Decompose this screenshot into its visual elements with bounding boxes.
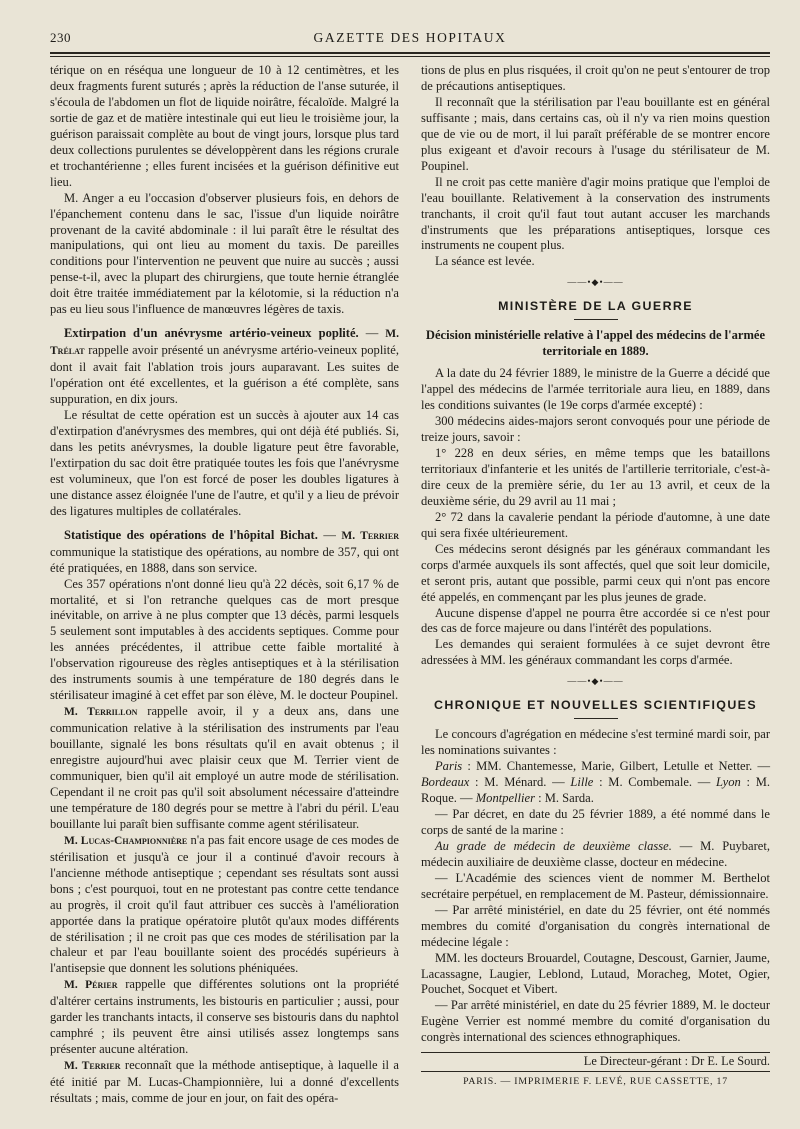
paragraph: Ces médecins seront désignés par les généraux commandant les corps d'armée auxquels ils sont affectés, quel que soit leur domicile, et seront pris, autant que possible, parmi ceux qui n'ont pas encore été appelés, en commençant par les plus jeunes de grade. [421, 541, 770, 604]
paragraph: — Par décret, en date du 25 février 1889, a été nommé dans le corps de santé de la marine : [421, 806, 770, 837]
paragraph: Le concours d'agrégation en médecine s'est terminé mardi soir, par les nominations suivantes : [421, 727, 770, 758]
section-heading: MINISTÈRE DE LA GUERRE [498, 299, 693, 314]
paragraph: A la date du 24 février 1889, le ministre de la Guerre a décidé que l'appel des médecins de l'armée territoriale aura lieu, en 1889, dans les conditions suivantes (le 19e corps d'armée excepté) : [421, 366, 770, 413]
paragraph: — L'Académie des sciences vient de nommer M. Berthelot secrétaire perpétuel, en remplacement de M. Pasteur, démissionnaire. [421, 870, 770, 901]
paragraph: Il reconnaît que la stérilisation par l'eau bouillante est en général suffisante ; mais, dans certains cas, où il n'y va rien moins question que de vie ou de mort, il lui paraît préférable de se montrer encore plus exigeant et d'avoir recours à l'usage du stérilisateur de M. Poupinel. [421, 94, 770, 173]
paragraph: Extirpation d'un anévrysme artério-veineux poplité. — M. Trélat rappelle avoir présenté un anévrysme artério-veineux poplité, dont il avait fait l'ablation trois jours auparavant. Les suites de l'opération ont été excellentes, et la guérison a été complète, sans suppuration, en dix jours. [50, 326, 400, 407]
paragraph: M. Lucas-Championnière n'a pas fait encore usage de ces modes de stérilisation et jusqu'à ce jour il a continué d'avoir recours à l'ancienne méthode antiseptique ; cependant ses résultats sont aussi bons ; c'est pourquoi, tout en ne protestant pas contre cette tendance au progrès, il croit qu'il faut attribuer ces succès à l'amélioration apportée dans la pratique opératoire plutôt qu'aux modes différents de stérilisation ; il ne croit pas que ces modes de stérilisation par la chaleur et par l'eau bouillante soient des procédés supérieurs à l'antisepsie que donnent les solutions phéniquées. [50, 832, 399, 976]
speaker-name: M. Périer [64, 979, 118, 992]
paragraph: M. Anger a eu l'occasion d'observer plusieurs fois, en dehors de l'épanchement contenu dans le sac, l'issue d'un liquide noirâtre provenant de la cavité abdominale : il lui paraît être le résultat des manipulations, qui ont lieu au moment du taxis. De pareilles conditions pour l'intervention ne peuvent que nuire au succès ; aussi pense-t-il, avec la plupart des chirurgiens, que toute hernie étranglée doit être traitée immédiatement par la kélotomie, si la réduction n'a pas eu lieu sous l'influence de manœuvres légères de taxis. [50, 190, 399, 317]
divider [574, 319, 618, 320]
paragraph: MM. les docteurs Brouardel, Coutagne, Descoust, Garnier, Jaume, Lacassagne, Laugier, Leblond, Lutaud, Moracheg, Motet, Ogier, Pouchet, Socquet et Vibert. [421, 950, 770, 997]
paragraph: M. Périer rappelle que différentes solutions ont la propriété d'altérer certains instruments, les bistouris en particulier ; aussi, pour garder les tranchants intacts, il conserve ses bistouris dans du naphtol camphré ; ils peuvent être ainsi utilisés assez longtemps sans présenter aucune altération. [50, 977, 399, 1057]
section-ornament: ——•◆•—— [567, 277, 624, 288]
subsection-heading: Décision ministérielle relative à l'appel des médecins de l'armée territoriale en 1889. [425, 328, 766, 359]
paragraph: Les demandes qui seraient formulées à ce sujet devront être adressées à MM. les généraux commandant les corps d'armée. [421, 637, 770, 668]
speaker-name: M. Terrillon [64, 706, 138, 719]
paragraph: M. Terrillon rappelle avoir, il y a deux ans, dans une communication relative à la stérilisation des instruments par l'eau bouillante, signalé les bons résultats qu'il en avait obtenus ; il enregistre aujourd'hui avec plaisir ceux que M. Terrier vient de communiquer, bien qu'il ait employé un autre mode de stérilisation. Cependant il ne croit pas qu'il soit absolument nécessaire d'atteindre une température de 180 degrés pour se mettre à l'abri du péril. L'eau bouillante lui paraît bien suffisante comme agent stérilisateur. [50, 704, 399, 831]
paragraph: Paris : MM. Chantemesse, Marie, Gilbert, Letulle et Netter. — Bordeaux : M. Ménard. — Lille : M. Combemale. — Lyon : M. Roque. — Montpellier : M. Sarda. [421, 759, 770, 806]
paragraph: Le résultat de cette opération est un succès à ajouter aux 14 cas d'extirpation d'anévrysmes des membres, qui ont déjà été publiés. Si, dans les petits anévrysmes, la double ligature peut être favorable, l'extirpation du sac doit être pratiquée toutes les fois que l'anévrysme est volumineux, que l'on est forcé de poser les doubles ligatures à une distance assez éloignée l'une de l'autre, et qu'il y a lieu de prévoir des ligatures multiples de collatérales. [50, 408, 399, 518]
article-title: Statistique des opérations de l'hôpital Bichat. [64, 527, 318, 542]
speaker-name: M. Trélat [50, 328, 400, 358]
article-title: Extirpation d'un anévrysme artério-veineux poplité. [64, 326, 359, 341]
paragraph: Il ne croit pas cette manière d'agir moins pratique que l'emploi de l'eau bouillante. Relativement à la conservation des instruments tranchants, il croit qu'il faut tout autant accuser les marchands d'instruments que les préparations antiseptiques, lorsque ces instruments ne coupent plus. [421, 174, 770, 253]
page-number: 230 [50, 30, 71, 45]
gerant-line: Le Directeur-gérant : Dr E. Le Sourd. [421, 1052, 770, 1072]
header-rule-thin [50, 56, 770, 57]
paragraph: Au grade de médecin de deuxième classe. — M. Puybaret, médecin auxiliaire de deuxième classe, docteur en médecine. [421, 838, 770, 869]
paragraph: 1° 228 en deux séries, en même temps que les bataillons territoriaux d'infanterie et les unités de l'artillerie territoriale, c'est-à-dire ceux de la première série, du 1er au 13 avril, et ceux de la deuxième série, du 29 avril au 11 mai ; [421, 445, 770, 508]
right-column [421, 63, 770, 1107]
paragraph: Ces 357 opérations n'ont donné lieu qu'à 22 décès, soit 6,17 % de mortalité, et si l'on retranche quelques cas de mort presque inévitable, on arrive à ne plus compter que 13 décès, parmi lesquels 5 seulement sont imputables à des accidents septiques. Comme pour les années précédentes, il attribue cette faible mortalité à l'observation rigoureuse des règles antiseptiques et à la stérilisation des instruments soumis à une température de 180 degrés dans le stérilisateur imaginé à cet effet par son élève, M. le docteur Poupinel. [50, 576, 399, 703]
paragraph: tions de plus en plus risquées, il croit qu'on ne peut s'entourer de trop de précautions antiseptiques. [421, 63, 770, 93]
section-heading: CHRONIQUE ET NOUVELLES SCIENTIFIQUES [433, 698, 758, 713]
paragraph: 300 médecins aides-majors seront convoqués pour une période de treize jours, savoir : [421, 414, 770, 445]
paragraph: M. Terrier reconnaît que la méthode antiseptique, à laquelle il a été initié par M. Lucas-Championnière, lui a donné d'excellents résultats ; mais, comme de jour en jour, on fait des opéra- [50, 1058, 399, 1106]
speaker-name: M. Terrier [64, 1060, 121, 1073]
paragraph: térique on en réséqua une longueur de 10 à 12 centimètres, et les deux fragments furent suturés ; après la réduction de l'anse suturée, il s'écoula de l'abdomen un flot de liquide noirâtre, fécaloïde. Malgré la sortie de gaz et de matière intestinale qui eut lieu le troisième jour, la guérison paraissait complète au bout de vingt jours, lorsque plus tard deux collections purulentes se développèrent dans les régions crurale et trochantérienne ; elles furent incisées et la guérison définitive eut lieu. [50, 63, 399, 189]
paragraph: La séance est levée. [435, 254, 535, 269]
section-ornament: ——•◆•—— [567, 676, 624, 687]
journal-title: GAZETTE DES HOPITAUX [313, 30, 507, 45]
divider [574, 718, 618, 719]
paragraph: Aucune dispense d'appel ne pourra être accordée si ce n'est pour des cas de force majeure ou dans l'intérêt des populations. [421, 605, 770, 636]
printer-imprint: PARIS. — IMPRIMERIE F. LEVÉ, RUE CASSETTE, 17 [463, 1076, 728, 1088]
running-head [50, 26, 770, 48]
left-column [50, 63, 399, 1107]
paragraph: 2° 72 dans la cavalerie pendant la période d'automne, à une date qui sera fixée ultérieurement. [421, 509, 770, 540]
speaker-name: M. Terrier [341, 529, 399, 542]
paragraph: Statistique des opérations de l'hôpital Bichat. — M. Terrier communique la statistique des opérations, au nombre de 357, qui ont été pratiquées, en 1888, dans son service. [50, 527, 399, 575]
speaker-name: M. Lucas-Championnière [64, 834, 188, 847]
header-rule [50, 52, 770, 54]
paragraph: — Par arrêté ministériel, en date du 25 février 1889, M. le docteur Eugène Verrier est nommé membre du comité d'organisation du congrès international des sciences ethnographiques. [421, 998, 770, 1045]
paragraph: — Par arrêté ministériel, en date du 25 février, ont été nommés membres du comité d'organisation du congrès international de médecine légale : [421, 902, 770, 949]
text-columns [50, 63, 770, 1107]
